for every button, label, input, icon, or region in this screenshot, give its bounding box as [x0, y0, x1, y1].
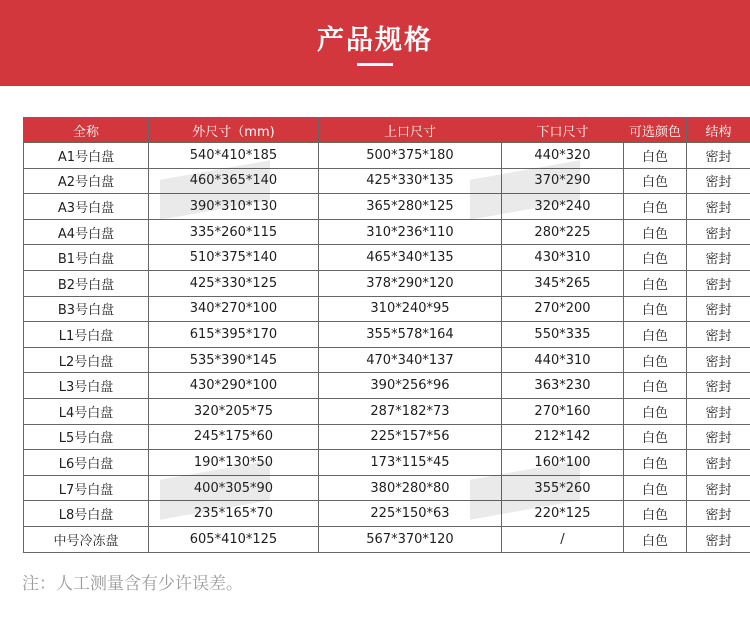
table-cell: 440*320 [502, 143, 624, 169]
table-cell: 280*225 [502, 219, 624, 245]
table-cell: 550*335 [502, 322, 624, 348]
table-cell: 密封 [687, 270, 750, 296]
table-cell: 密封 [687, 322, 750, 348]
table-cell: 白色 [624, 450, 687, 476]
table-cell: 355*260 [502, 475, 624, 501]
table-cell: 270*160 [502, 398, 624, 424]
table-cell: 460*365*140 [149, 168, 319, 194]
table-cell: 615*395*170 [149, 322, 319, 348]
product-name-cell: L8号白盘 [24, 501, 149, 527]
column-header: 下口尺寸 [502, 118, 624, 143]
table-cell: 白色 [624, 143, 687, 169]
table-cell: 380*280*80 [319, 475, 502, 501]
table-cell: 173*115*45 [319, 450, 502, 476]
product-name-cell: L1号白盘 [24, 322, 149, 348]
table-cell: 密封 [687, 143, 750, 169]
column-header: 外尺寸（mm) [149, 118, 319, 143]
column-header: 上口尺寸 [319, 118, 502, 143]
product-name-cell: 中号冷冻盘 [24, 526, 149, 552]
header-row [24, 118, 750, 143]
table-row [24, 245, 750, 271]
column-header: 可选颜色 [624, 118, 687, 143]
spec-table-head [24, 118, 750, 143]
table-cell: 白色 [624, 424, 687, 450]
product-name-cell: L7号白盘 [24, 475, 149, 501]
table-cell: 密封 [687, 194, 750, 220]
table-cell: 密封 [687, 373, 750, 399]
table-cell: 345*265 [502, 270, 624, 296]
table-cell: 363*230 [502, 373, 624, 399]
table-cell: 密封 [687, 424, 750, 450]
table-cell: 密封 [687, 245, 750, 271]
table-cell: 白色 [624, 168, 687, 194]
spec-table [23, 117, 750, 553]
table-cell: 白色 [624, 245, 687, 271]
table-cell: 225*150*63 [319, 501, 502, 527]
table-cell: 225*157*56 [319, 424, 502, 450]
table-cell: 320*240 [502, 194, 624, 220]
table-cell: 500*375*180 [319, 143, 502, 169]
product-name-cell: A1号白盘 [24, 143, 149, 169]
table-cell: 密封 [687, 168, 750, 194]
table-row [24, 322, 750, 348]
table-cell: 密封 [687, 219, 750, 245]
table-row [24, 168, 750, 194]
table-cell: 白色 [624, 526, 687, 552]
table-row [24, 398, 750, 424]
table-row [24, 143, 750, 169]
product-name-cell: L2号白盘 [24, 347, 149, 373]
product-name-cell: B1号白盘 [24, 245, 149, 271]
table-cell: 白色 [624, 398, 687, 424]
table-cell: 470*340*137 [319, 347, 502, 373]
product-name-cell: L6号白盘 [24, 450, 149, 476]
table-cell: 430*310 [502, 245, 624, 271]
table-cell: 465*340*135 [319, 245, 502, 271]
table-cell: 535*390*145 [149, 347, 319, 373]
table-cell: 白色 [624, 219, 687, 245]
product-name-cell: A2号白盘 [24, 168, 149, 194]
table-cell: 白色 [624, 373, 687, 399]
product-name-cell: L4号白盘 [24, 398, 149, 424]
table-row [24, 347, 750, 373]
table-cell: 白色 [624, 270, 687, 296]
table-cell: 密封 [687, 501, 750, 527]
table-cell: 白色 [624, 347, 687, 373]
table-cell: 212*142 [502, 424, 624, 450]
table-cell: 400*305*90 [149, 475, 319, 501]
table-row [24, 501, 750, 527]
table-cell: 白色 [624, 194, 687, 220]
table-row [24, 424, 750, 450]
table-cell: 287*182*73 [319, 398, 502, 424]
table-cell: 390*256*96 [319, 373, 502, 399]
product-name-cell: L5号白盘 [24, 424, 149, 450]
header-banner [0, 0, 750, 86]
table-row [24, 194, 750, 220]
table-cell: 白色 [624, 322, 687, 348]
table-cell: 355*578*164 [319, 322, 502, 348]
table-row [24, 526, 750, 552]
table-row [24, 373, 750, 399]
table-cell: 378*290*120 [319, 270, 502, 296]
table-cell: 320*205*75 [149, 398, 319, 424]
table-cell: 365*280*125 [319, 194, 502, 220]
table-cell: 310*240*95 [319, 296, 502, 322]
table-cell: 密封 [687, 526, 750, 552]
table-cell: 160*100 [502, 450, 624, 476]
table-cell: 605*410*125 [149, 526, 319, 552]
table-row [24, 450, 750, 476]
table-cell: 270*200 [502, 296, 624, 322]
product-name-cell: B2号白盘 [24, 270, 149, 296]
page-title: 产品规格 [317, 25, 433, 56]
table-cell: 密封 [687, 398, 750, 424]
table-cell: 425*330*125 [149, 270, 319, 296]
table-cell: 220*125 [502, 501, 624, 527]
measurement-note: 注：人工测量含有少许误差。 [22, 574, 243, 594]
spec-table-body [24, 143, 750, 553]
table-cell: 510*375*140 [149, 245, 319, 271]
product-name-cell: A3号白盘 [24, 194, 149, 220]
table-cell: 340*270*100 [149, 296, 319, 322]
product-name-cell: L3号白盘 [24, 373, 149, 399]
table-cell: 390*310*130 [149, 194, 319, 220]
title-underline [357, 63, 393, 66]
column-header: 结构 [687, 118, 750, 143]
table-cell: 密封 [687, 296, 750, 322]
table-cell: 425*330*135 [319, 168, 502, 194]
table-cell: 白色 [624, 501, 687, 527]
table-cell: / [502, 526, 624, 552]
product-name-cell: A4号白盘 [24, 219, 149, 245]
table-cell: 白色 [624, 296, 687, 322]
table-cell: 密封 [687, 475, 750, 501]
table-cell: 540*410*185 [149, 143, 319, 169]
table-row [24, 270, 750, 296]
table-cell: 440*310 [502, 347, 624, 373]
table-cell: 310*236*110 [319, 219, 502, 245]
table-cell: 190*130*50 [149, 450, 319, 476]
table-cell: 335*260*115 [149, 219, 319, 245]
table-row [24, 219, 750, 245]
table-row [24, 296, 750, 322]
table-cell: 密封 [687, 450, 750, 476]
table-cell: 235*165*70 [149, 501, 319, 527]
table-cell: 567*370*120 [319, 526, 502, 552]
table-cell: 245*175*60 [149, 424, 319, 450]
table-cell: 密封 [687, 347, 750, 373]
table-cell: 430*290*100 [149, 373, 319, 399]
table-row [24, 475, 750, 501]
product-name-cell: B3号白盘 [24, 296, 149, 322]
table-cell: 白色 [624, 475, 687, 501]
table-cell: 370*290 [502, 168, 624, 194]
column-header: 全称 [24, 118, 149, 143]
